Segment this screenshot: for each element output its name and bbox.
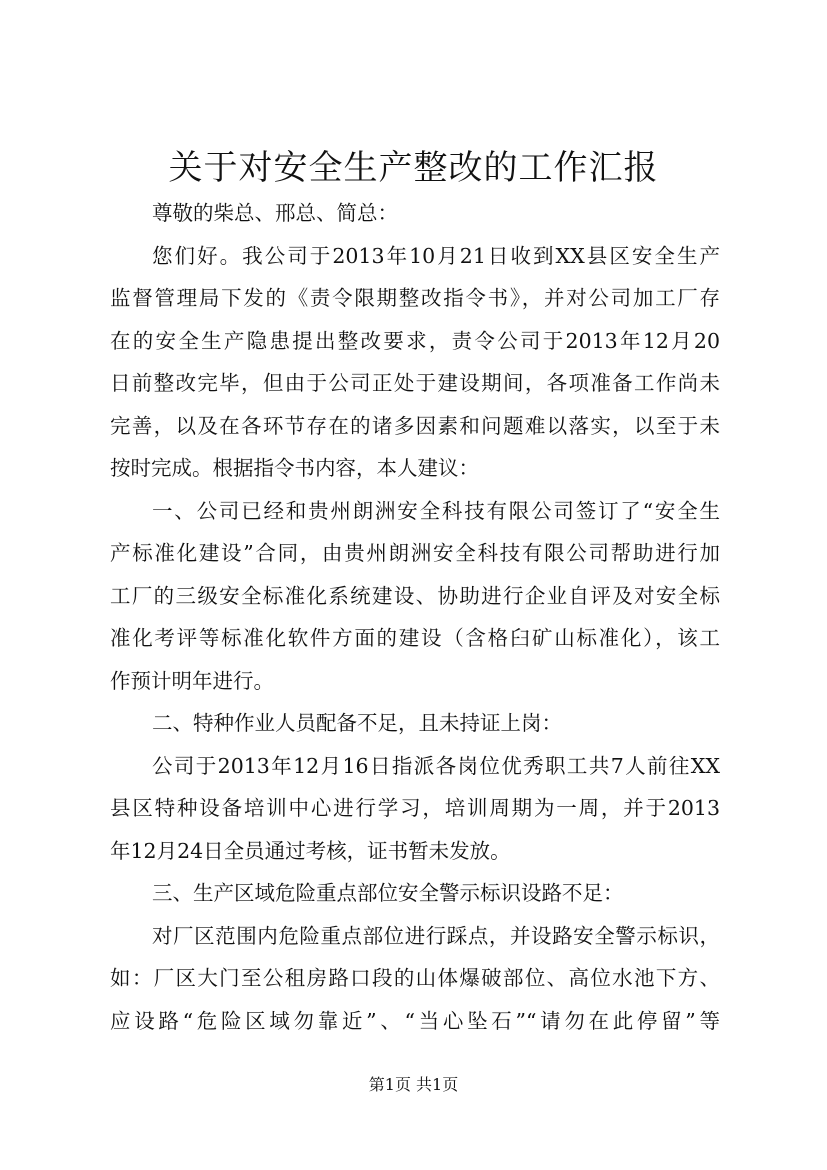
paragraph-line: 按时完成。根据指令书内容，本人建议： bbox=[110, 456, 479, 480]
paragraph-line: 对厂区范围内危险重点部位进行踩点，并设路安全警示标识， bbox=[152, 923, 720, 948]
paragraph-line: 一、公司已经和贵州朗洲安全科技有限公司签订了“安全生 bbox=[152, 498, 720, 523]
document-title: 关于对安全生产整改的工作汇报 bbox=[168, 148, 659, 188]
paragraph-line: 您们好。我公司于2013年10月21日收到XX县区安全生产 bbox=[152, 243, 720, 268]
paragraph-line: 公司于2013年12月16日指派各岗位优秀职工共7人前往XX bbox=[152, 753, 720, 778]
paragraph-line: 监督管理局下发的《责令限期整改指令书》，并对公司加工厂存 bbox=[110, 286, 720, 310]
paragraph-line: 如：厂区大门至公租房路口段的山体爆破部位、高位水池下方、 bbox=[110, 966, 720, 990]
paragraph-line: 工厂的三级安全标准化系统建设、协助进行企业自评及对安全标 bbox=[110, 583, 720, 608]
document-body bbox=[110, 200, 720, 1050]
section-heading: 二、特种作业人员配备不足，且未持证上岗： bbox=[152, 711, 562, 735]
paragraph-line: 产标准化建设”合同，由贵州朗洲安全科技有限公司帮助进行加 bbox=[110, 541, 720, 565]
paragraph-line: 年12月24日全员通过考核，证书暂未发放。 bbox=[110, 838, 511, 863]
paragraph-line: 完善，以及在各环节存在的诸多因素和问题难以落实，以至于未 bbox=[110, 413, 720, 438]
greeting-line: 尊敬的柴总、邢总、简总： bbox=[152, 201, 398, 225]
page-footer: 第1页 共1页 bbox=[368, 1075, 459, 1094]
paragraph-line: 日前整改完毕，但由于公司正处于建设期间，各项准备工作尚未 bbox=[110, 371, 720, 395]
paragraph-line: 作预计明年进行。 bbox=[110, 668, 274, 693]
paragraph-line: 应设路“危险区域勿靠近”、“当心坠石”“请勿在此停留”等 bbox=[110, 1008, 720, 1033]
section-heading: 三、生产区域危险重点部位安全警示标识设路不足： bbox=[152, 881, 624, 905]
paragraph-line: 在的安全生产隐患提出整改要求，责令公司于2013年12月20 bbox=[110, 328, 720, 353]
paragraph-line: 准化考评等标准化软件方面的建设（含格臼矿山标准化），该工 bbox=[110, 626, 720, 650]
paragraph-line: 县区特种设备培训中心进行学习，培训周期为一周，并于2013 bbox=[110, 796, 720, 820]
